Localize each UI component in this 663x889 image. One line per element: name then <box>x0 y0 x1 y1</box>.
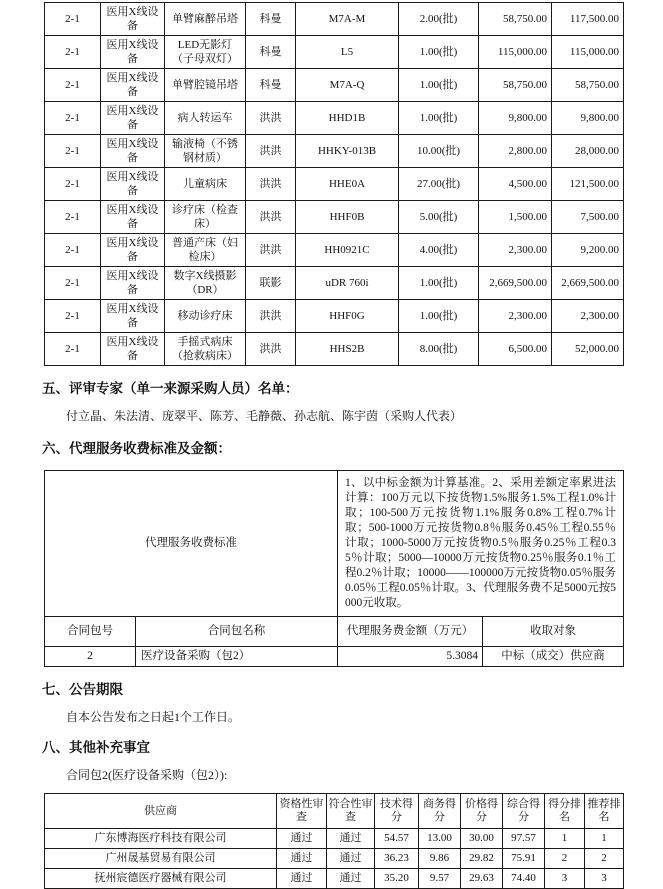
table-cell: 121,500.00 <box>552 168 624 201</box>
table-cell: 2,300.00 <box>479 234 552 267</box>
table-cell: 联影 <box>246 267 296 300</box>
column-header: 资格性审查 <box>277 794 327 829</box>
table-cell: 52,000.00 <box>552 333 624 366</box>
table-cell: 医用X线设备 <box>101 234 165 267</box>
table-row <box>45 849 624 869</box>
table-cell: 通过 <box>327 849 375 869</box>
table-cell: 2-1 <box>45 333 101 366</box>
table-cell: 29.82 <box>461 849 503 869</box>
table-cell: 医用X线设备 <box>101 135 165 168</box>
table-cell: 2,669,500.00 <box>479 267 552 300</box>
table-row <box>45 201 624 234</box>
table-cell: 通过 <box>277 829 327 849</box>
table-cell: 3 <box>545 869 585 889</box>
table-row <box>45 234 624 267</box>
table-cell: 2,800.00 <box>479 135 552 168</box>
table-row <box>45 869 624 889</box>
column-header: 综合得分 <box>503 794 545 829</box>
table-cell: 74.40 <box>503 869 545 889</box>
column-header: 合同包名称 <box>136 617 338 647</box>
table-cell: 58,750.00 <box>479 69 552 102</box>
table-cell: 97.57 <box>503 829 545 849</box>
table-cell: 1.00(批) <box>399 69 479 102</box>
table-cell: 医疗设备采购（包2） <box>136 647 338 667</box>
table-cell: 36.23 <box>375 849 419 869</box>
table-cell: 洪洪 <box>246 102 296 135</box>
table-cell: 科曼 <box>246 69 296 102</box>
table-cell: 2 <box>45 647 136 667</box>
table-cell: 1.00(批) <box>399 267 479 300</box>
table-cell: 2 <box>585 849 624 869</box>
table-cell: 洪洪 <box>246 168 296 201</box>
table-cell: 科曼 <box>246 36 296 69</box>
column-header: 价格得分 <box>461 794 503 829</box>
supplier-name: 广东博海医疗科技有限公司 <box>45 829 277 849</box>
table-row <box>45 168 624 201</box>
table-cell: 通过 <box>327 829 375 849</box>
column-header: 得分排名 <box>545 794 585 829</box>
table-cell: HHKY-013B <box>296 135 399 168</box>
table-cell: 5.3084 <box>338 647 483 667</box>
table-cell: 6,500.00 <box>479 333 552 366</box>
table-cell: 洪洪 <box>246 135 296 168</box>
table-cell: 9,800.00 <box>552 102 624 135</box>
procurement-announcement-page <box>0 2 663 884</box>
fee-standard-label: 代理服务收费标准 <box>45 471 338 617</box>
table-cell: 9,800.00 <box>479 102 552 135</box>
table-cell: 10.00(批) <box>399 135 479 168</box>
table-cell: 2-1 <box>45 300 101 333</box>
column-header: 商务得分 <box>419 794 461 829</box>
table-row <box>45 829 624 849</box>
table-cell: 115,000.00 <box>479 36 552 69</box>
table-cell: 2-1 <box>45 201 101 234</box>
table-cell: 科曼 <box>246 3 296 36</box>
column-header: 供应商 <box>45 794 277 829</box>
table-row <box>45 135 624 168</box>
table-cell: 28,000.00 <box>552 135 624 168</box>
table-cell: 手摇式病床（抢救病床） <box>165 333 246 366</box>
table-cell: 9.86 <box>419 849 461 869</box>
table-cell: 2,300.00 <box>479 300 552 333</box>
table-cell: 5.00(批) <box>399 201 479 234</box>
supplier-name: 抚州宸德医疗器械有限公司 <box>45 869 277 889</box>
table-cell: 医用X线设备 <box>101 267 165 300</box>
column-header: 符合性审查 <box>327 794 375 829</box>
table-cell: M7A-Q <box>296 69 399 102</box>
table-cell: 30.00 <box>461 829 503 849</box>
table-cell: 诊疗床（检查床） <box>165 201 246 234</box>
fee-standard-text: 1、以中标金额为计算基准。2、采用差额定率累进法计算：100万元以下按货物1.5%服务1.5%工程1.0%计取；100-500万元按货物1.1%服务0.8%工程0.7%计取；500-1000万元按货物0.8％服务0.45％工程0.55％计取；1000-5000万元按货物0.5％服务0.25％工程0.35％计取；5000—10000万元按货物0.25％服务0.1％工程0.2％计取；10000——100000万元按货物0.05％服务0.05％工程0.05％计取。3、代理服务费不足5000元按5000元收取。 <box>338 471 624 617</box>
table-row <box>45 69 624 102</box>
table-cell: 儿童病床 <box>165 168 246 201</box>
table-cell: 117,500.00 <box>552 3 624 36</box>
table-cell: 27.00(批) <box>399 168 479 201</box>
column-header: 推荐排名 <box>585 794 624 829</box>
table-cell: 1.00(批) <box>399 36 479 69</box>
column-header: 合同包号 <box>45 617 136 647</box>
table-cell: LED无影灯（子母双灯） <box>165 36 246 69</box>
column-header: 收取对象 <box>483 617 624 647</box>
table-cell: 8.00(批) <box>399 333 479 366</box>
column-header: 代理服务费金额（万元） <box>338 617 483 647</box>
table-cell: 洪洪 <box>246 234 296 267</box>
table-cell: 58,750.00 <box>552 69 624 102</box>
table-cell: 2-1 <box>45 3 101 36</box>
table-cell: 9,200.00 <box>552 234 624 267</box>
section-seven-heading: 七、公告期限 <box>42 682 123 697</box>
table-header-row <box>45 617 624 647</box>
table-cell: HHD1B <box>296 102 399 135</box>
table-cell: M7A-M <box>296 3 399 36</box>
table-row <box>45 333 624 366</box>
table-cell: HHE0A <box>296 168 399 201</box>
table-row <box>45 102 624 135</box>
table-cell: 单臂腔镜吊塔 <box>165 69 246 102</box>
table-cell: 13.00 <box>419 829 461 849</box>
table-row <box>45 3 624 36</box>
table-cell: 医用X线设备 <box>101 3 165 36</box>
table-cell: 7,500.00 <box>552 201 624 234</box>
table-cell: 单臂麻醉吊塔 <box>165 3 246 36</box>
table-cell: 58,750.00 <box>479 3 552 36</box>
expert-names: 付立晶、朱法清、庞翠平、陈芳、毛静薇、孙志航、陈宇茵（采购人代表） <box>66 409 463 423</box>
supplier-name: 广州晟基贸易有限公司 <box>45 849 277 869</box>
table-cell: 医用X线设备 <box>101 300 165 333</box>
table-cell: 2-1 <box>45 36 101 69</box>
table-cell: HH0921C <box>296 234 399 267</box>
table-cell: 2-1 <box>45 69 101 102</box>
table-cell: 数字X线摄影（DR） <box>165 267 246 300</box>
table-cell: 洪洪 <box>246 333 296 366</box>
table-cell: 通过 <box>277 869 327 889</box>
table-cell: 医用X线设备 <box>101 168 165 201</box>
table-cell: 洪洪 <box>246 300 296 333</box>
table-cell: 1.00(批) <box>399 300 479 333</box>
contract-package-intro: 合同包2(医疗设备采购（包2）): <box>66 768 228 782</box>
table-cell: HHF0B <box>296 201 399 234</box>
table-cell: 2-1 <box>45 267 101 300</box>
table-row <box>45 36 624 69</box>
table-cell: 2.00(批) <box>399 3 479 36</box>
table-cell: 1.00(批) <box>399 102 479 135</box>
table-cell: 1,500.00 <box>479 201 552 234</box>
table-cell: 移动诊疗床 <box>165 300 246 333</box>
table-cell: 病人转运车 <box>165 102 246 135</box>
table-cell: 29.63 <box>461 869 503 889</box>
table-cell: 4.00(批) <box>399 234 479 267</box>
table-cell: 2,300.00 <box>552 300 624 333</box>
table-cell: 医用X线设备 <box>101 333 165 366</box>
table-cell: 通过 <box>277 849 327 869</box>
announcement-period-text: 自本公告发布之日起1个工作日。 <box>66 710 241 724</box>
equipment-items-table <box>44 2 624 366</box>
table-cell: uDR 760i <box>296 267 399 300</box>
table-cell: 1 <box>545 829 585 849</box>
table-cell: 洪洪 <box>246 201 296 234</box>
section-six-heading: 六、代理服务收费标准及金额： <box>42 441 231 456</box>
table-cell: 75.91 <box>503 849 545 869</box>
table-cell: 115,000.00 <box>552 36 624 69</box>
table-row <box>45 267 624 300</box>
section-eight-heading: 八、其他补充事宜 <box>42 740 150 755</box>
table-cell: 输液椅（不锈钢材质） <box>165 135 246 168</box>
table-cell: 1 <box>585 829 624 849</box>
table-cell: HHF0G <box>296 300 399 333</box>
table-row <box>45 647 624 667</box>
table-cell: 通过 <box>327 869 375 889</box>
table-cell: 2-1 <box>45 102 101 135</box>
table-cell: L5 <box>296 36 399 69</box>
table-cell: 普通产床（妇检床） <box>165 234 246 267</box>
table-cell: 医用X线设备 <box>101 36 165 69</box>
column-header: 技术得分 <box>375 794 419 829</box>
table-cell: 医用X线设备 <box>101 201 165 234</box>
table-cell: 4,500.00 <box>479 168 552 201</box>
table-header-row <box>45 794 624 829</box>
table-cell: 2 <box>545 849 585 869</box>
table-cell: 2-1 <box>45 168 101 201</box>
table-cell: 2-1 <box>45 234 101 267</box>
table-cell: 医用X线设备 <box>101 102 165 135</box>
agency-fee-table <box>44 470 624 667</box>
table-row <box>45 471 624 617</box>
table-cell: 2-1 <box>45 135 101 168</box>
table-cell: 35.20 <box>375 869 419 889</box>
table-cell: 2,669,500.00 <box>552 267 624 300</box>
table-cell: HHS2B <box>296 333 399 366</box>
table-cell: 医用X线设备 <box>101 69 165 102</box>
table-row <box>45 300 624 333</box>
table-cell: 3 <box>585 869 624 889</box>
section-five-heading: 五、评审专家（单一来源采购人员）名单： <box>42 381 299 396</box>
supplier-score-table <box>44 793 624 889</box>
table-cell: 54.57 <box>375 829 419 849</box>
table-cell: 中标（成交）供应商 <box>483 647 624 667</box>
table-cell: 9.57 <box>419 869 461 889</box>
